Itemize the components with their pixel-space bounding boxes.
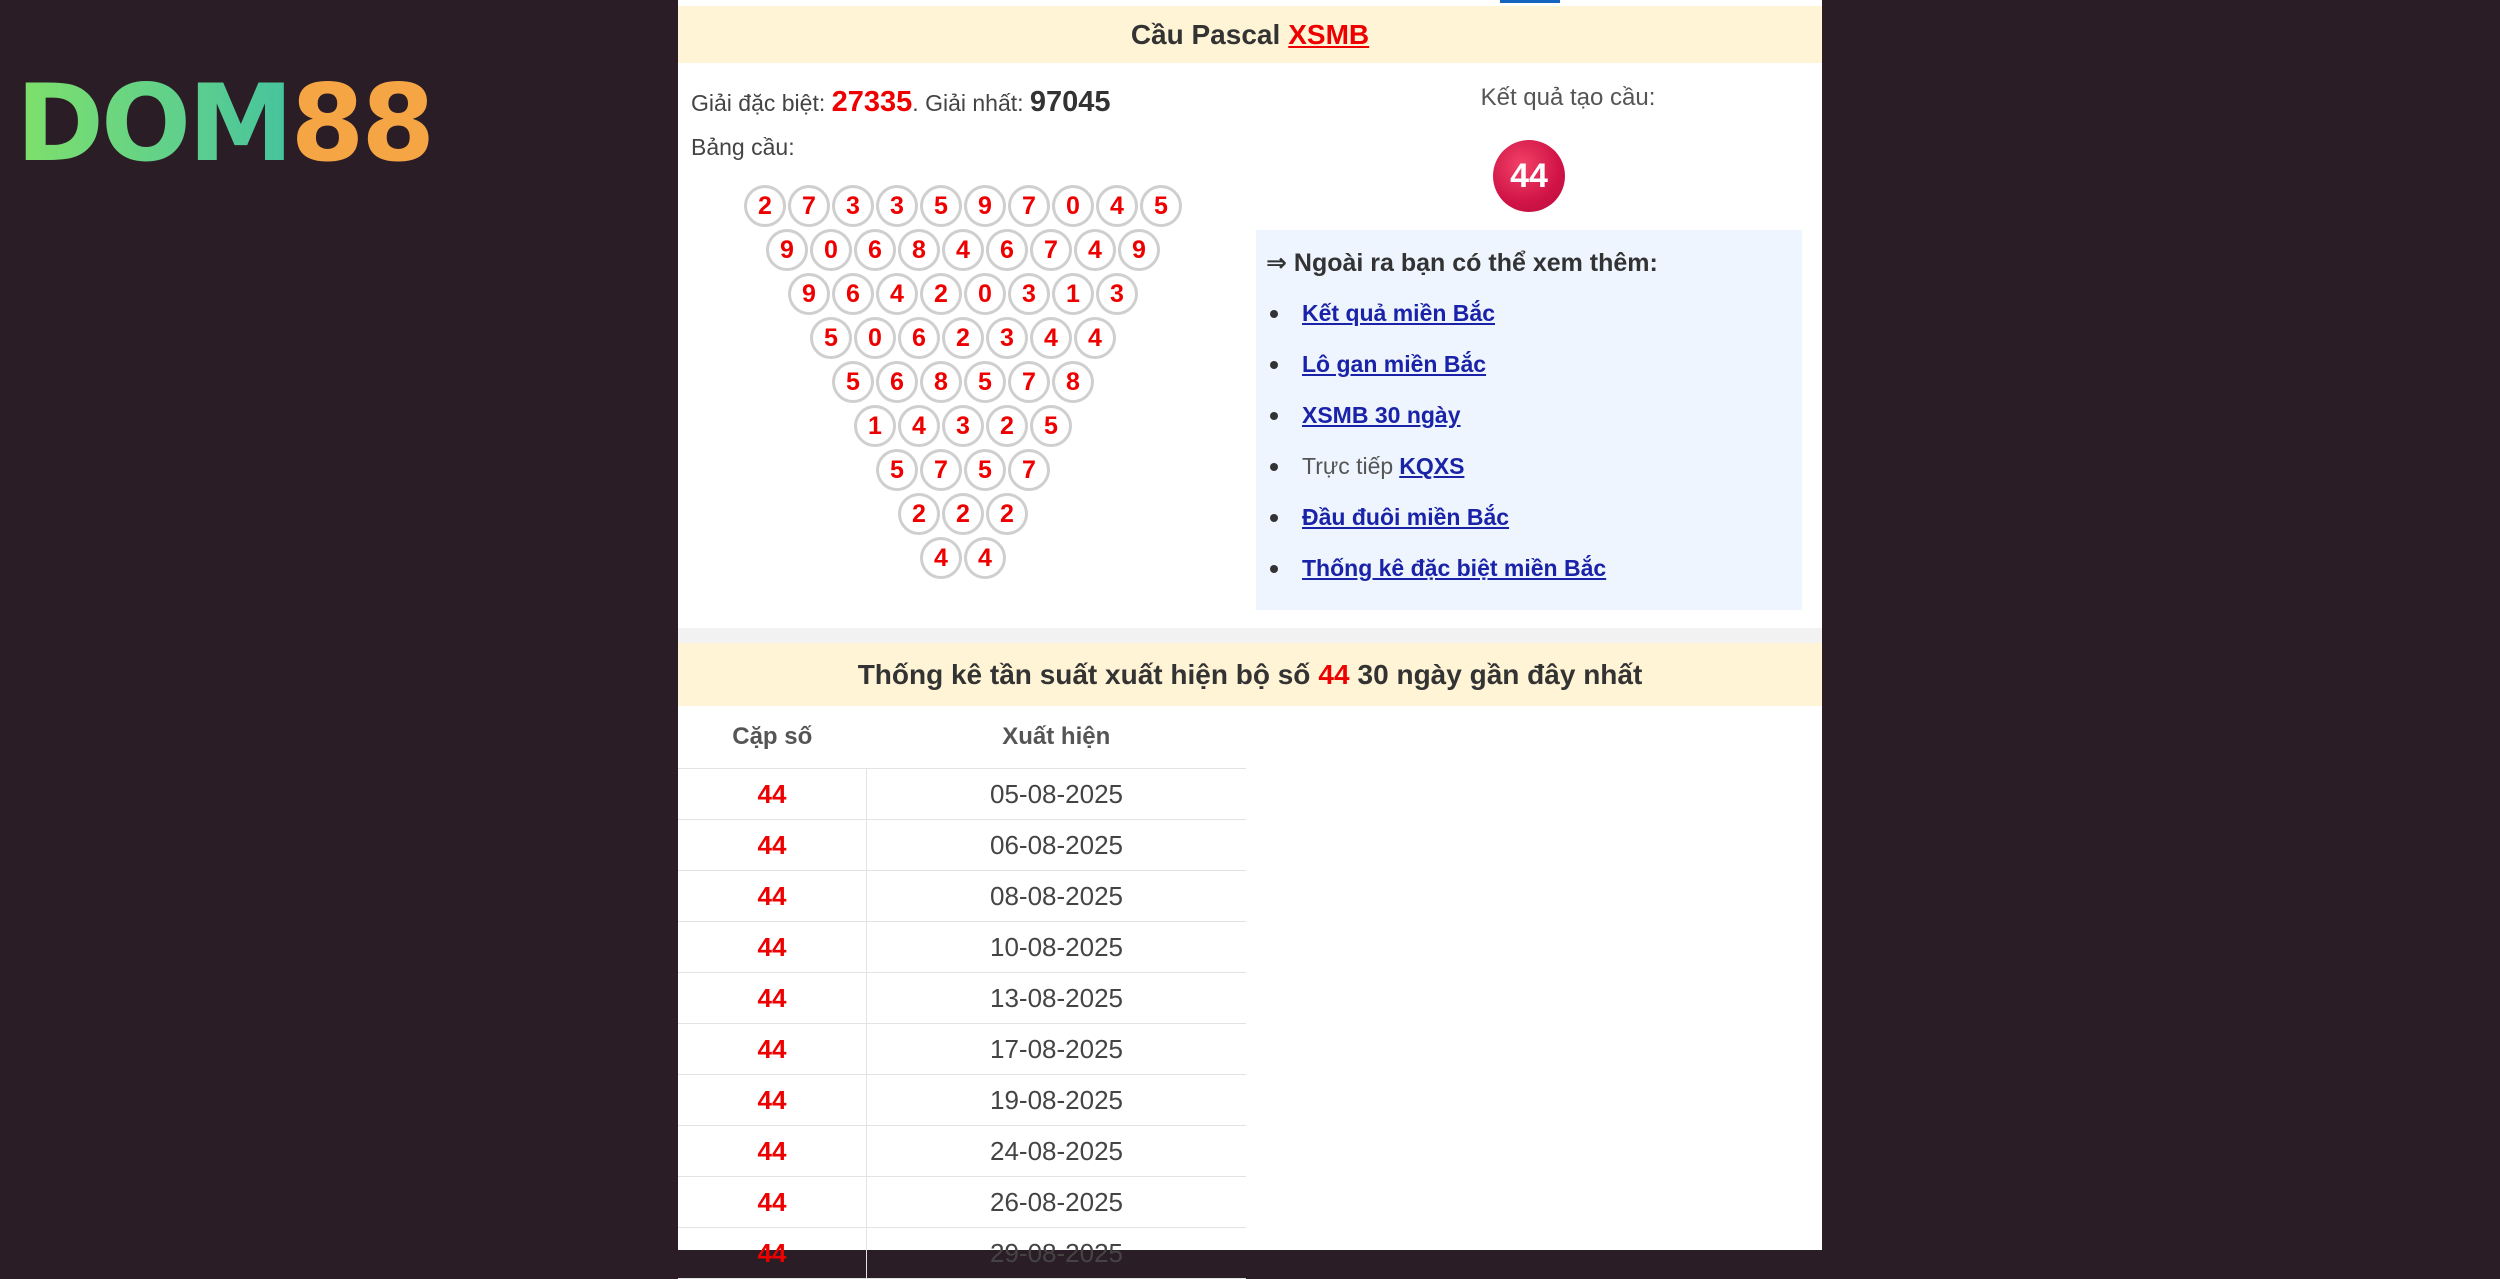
triangle-ball: 6 <box>898 317 940 359</box>
date-cell: 08-08-2025 <box>867 871 1247 922</box>
triangle-ball: 9 <box>964 185 1006 227</box>
triangle-ball: 5 <box>1140 185 1182 227</box>
more-link[interactable]: KQXS <box>1399 453 1465 479</box>
triangle-ball: 2 <box>942 493 984 535</box>
date-cell: 06-08-2025 <box>867 820 1247 871</box>
triangle-ball: 2 <box>942 317 984 359</box>
pair-cell: 44 <box>678 1228 867 1279</box>
logo-text-dom: DOM <box>16 62 291 185</box>
pair-cell: 44 <box>678 769 867 820</box>
stats-title-num: 44 <box>1318 658 1350 690</box>
more-link[interactable]: XSMB 30 ngày <box>1302 402 1461 428</box>
stats-header <box>678 643 1822 706</box>
triangle-row <box>678 317 1248 361</box>
stats-header-row <box>678 706 1246 769</box>
triangle-row <box>678 449 1248 493</box>
triangle-ball: 8 <box>1052 361 1094 403</box>
pair-cell: 44 <box>678 1024 867 1075</box>
pascal-header <box>678 6 1822 63</box>
triangle-row <box>678 537 1248 581</box>
triangle-ball: 7 <box>1008 361 1050 403</box>
result-label: Kết quả tạo cầu: <box>1480 84 1656 111</box>
bullet-icon <box>1270 514 1278 522</box>
date-cell: 10-08-2025 <box>867 922 1247 973</box>
more-links-box <box>1256 230 1802 610</box>
pascal-triangle <box>678 185 1248 581</box>
gn-label: . Giải nhất: <box>912 90 1030 116</box>
logo-text-88: 88 <box>290 62 433 185</box>
dom88-logo <box>16 62 433 185</box>
more-link[interactable]: Đầu đuôi miền Bắc <box>1302 504 1510 530</box>
triangle-ball: 6 <box>854 229 896 271</box>
col-header-pair: Cặp số <box>678 706 867 769</box>
more-link-item <box>1266 543 1792 594</box>
more-link-item <box>1266 339 1792 390</box>
triangle-ball: 4 <box>1096 185 1138 227</box>
triangle-ball: 1 <box>1052 273 1094 315</box>
pair-cell: 44 <box>678 820 867 871</box>
pair-cell: 44 <box>678 922 867 973</box>
triangle-ball: 0 <box>1052 185 1094 227</box>
triangle-ball: 7 <box>1030 229 1072 271</box>
link-prefix: Trực tiếp <box>1302 453 1394 479</box>
xsmb-link[interactable]: XSMB <box>1288 18 1370 50</box>
triangle-ball: 3 <box>1096 273 1138 315</box>
pair-cell: 44 <box>678 871 867 922</box>
date-cell: 17-08-2025 <box>867 1024 1247 1075</box>
table-row <box>678 922 1246 973</box>
triangle-ball: 4 <box>920 537 962 579</box>
triangle-ball: 3 <box>832 185 874 227</box>
bang-cau-label: Bảng cầu: <box>691 134 795 160</box>
triangle-ball: 3 <box>1008 273 1050 315</box>
date-cell: 29-08-2025 <box>867 1228 1247 1279</box>
triangle-ball: 9 <box>766 229 808 271</box>
table-row <box>678 1075 1246 1126</box>
bullet-icon <box>1270 412 1278 420</box>
pair-cell: 44 <box>678 1075 867 1126</box>
pair-cell: 44 <box>678 973 867 1024</box>
triangle-ball: 6 <box>832 273 874 315</box>
triangle-row <box>678 273 1248 317</box>
bullet-icon <box>1270 361 1278 369</box>
triangle-ball: 0 <box>854 317 896 359</box>
triangle-ball: 0 <box>964 273 1006 315</box>
triangle-ball: 5 <box>810 317 852 359</box>
gdb-label: Giải đặc biệt: <box>691 90 832 116</box>
bullet-icon <box>1270 310 1278 318</box>
triangle-ball: 4 <box>898 405 940 447</box>
table-row <box>678 1177 1246 1228</box>
triangle-ball: 2 <box>920 273 962 315</box>
triangle-row <box>678 493 1248 537</box>
more-title: ⇒ Ngoài ra bạn có thể xem thêm: <box>1266 249 1658 277</box>
triangle-ball: 2 <box>744 185 786 227</box>
more-link[interactable]: Kết quả miền Bắc <box>1302 300 1495 326</box>
triangle-ball: 4 <box>1074 229 1116 271</box>
result-ball: 44 <box>1493 140 1565 212</box>
triangle-ball: 5 <box>964 449 1006 491</box>
table-row <box>678 973 1246 1024</box>
table-row <box>678 1126 1246 1177</box>
triangle-ball: 2 <box>898 493 940 535</box>
triangle-row <box>678 229 1248 273</box>
content-page <box>678 0 1822 1268</box>
pascal-title: Cầu Pascal <box>1130 18 1281 50</box>
date-cell: 26-08-2025 <box>867 1177 1247 1228</box>
table-row <box>678 769 1246 820</box>
triangle-ball: 3 <box>876 185 918 227</box>
triangle-ball: 5 <box>920 185 962 227</box>
date-cell: 24-08-2025 <box>867 1126 1247 1177</box>
triangle-ball: 3 <box>942 405 984 447</box>
triangle-row <box>678 405 1248 449</box>
triangle-ball: 9 <box>788 273 830 315</box>
triangle-ball: 2 <box>986 493 1028 535</box>
more-link-item <box>1266 288 1792 339</box>
triangle-ball: 2 <box>986 405 1028 447</box>
triangle-ball: 6 <box>876 361 918 403</box>
pair-cell: 44 <box>678 1126 867 1177</box>
table-row <box>678 820 1246 871</box>
triangle-ball: 9 <box>1118 229 1160 271</box>
triangle-ball: 4 <box>1074 317 1116 359</box>
more-link-item <box>1266 492 1792 543</box>
triangle-ball: 7 <box>920 449 962 491</box>
triangle-ball: 8 <box>920 361 962 403</box>
triangle-ball: 1 <box>854 405 896 447</box>
triangle-ball: 8 <box>898 229 940 271</box>
triangle-ball: 7 <box>1008 449 1050 491</box>
triangle-ball: 5 <box>1030 405 1072 447</box>
stats-table <box>678 706 1246 1279</box>
table-row <box>678 871 1246 922</box>
triangle-ball: 4 <box>964 537 1006 579</box>
triangle-ball: 6 <box>986 229 1028 271</box>
gn-value: 97045 <box>1029 86 1111 118</box>
date-cell: 13-08-2025 <box>867 973 1247 1024</box>
gdb-value: 27335 <box>831 86 913 118</box>
stats-title-post: 30 ngày gần đây nhất <box>1357 658 1643 690</box>
triangle-ball: 5 <box>832 361 874 403</box>
triangle-ball: 5 <box>964 361 1006 403</box>
prize-info <box>691 80 1111 169</box>
triangle-ball: 7 <box>1008 185 1050 227</box>
pair-cell: 44 <box>678 1177 867 1228</box>
table-row <box>678 1228 1246 1279</box>
triangle-ball: 4 <box>1030 317 1072 359</box>
triangle-row <box>678 185 1248 229</box>
triangle-ball: 7 <box>788 185 830 227</box>
section-divider <box>678 628 1822 643</box>
more-links-list <box>1266 288 1792 594</box>
triangle-ball: 4 <box>942 229 984 271</box>
bullet-icon <box>1270 565 1278 573</box>
table-row <box>678 1024 1246 1075</box>
triangle-row <box>678 361 1248 405</box>
stats-title-pre: Thống kê tần suất xuất hiện bộ số <box>857 658 1311 690</box>
triangle-ball: 3 <box>986 317 1028 359</box>
more-link[interactable]: Thống kê đặc biệt miền Bắc <box>1302 555 1607 581</box>
more-link[interactable]: Lô gan miền Bắc <box>1302 351 1487 377</box>
more-link-item <box>1266 390 1792 441</box>
active-tab-indicator <box>1500 0 1560 3</box>
triangle-ball: 4 <box>876 273 918 315</box>
bullet-icon <box>1270 463 1278 471</box>
date-cell: 05-08-2025 <box>867 769 1247 820</box>
col-header-date: Xuất hiện <box>867 706 1247 769</box>
more-link-item <box>1266 441 1792 492</box>
date-cell: 19-08-2025 <box>867 1075 1247 1126</box>
triangle-ball: 5 <box>876 449 918 491</box>
triangle-ball: 0 <box>810 229 852 271</box>
